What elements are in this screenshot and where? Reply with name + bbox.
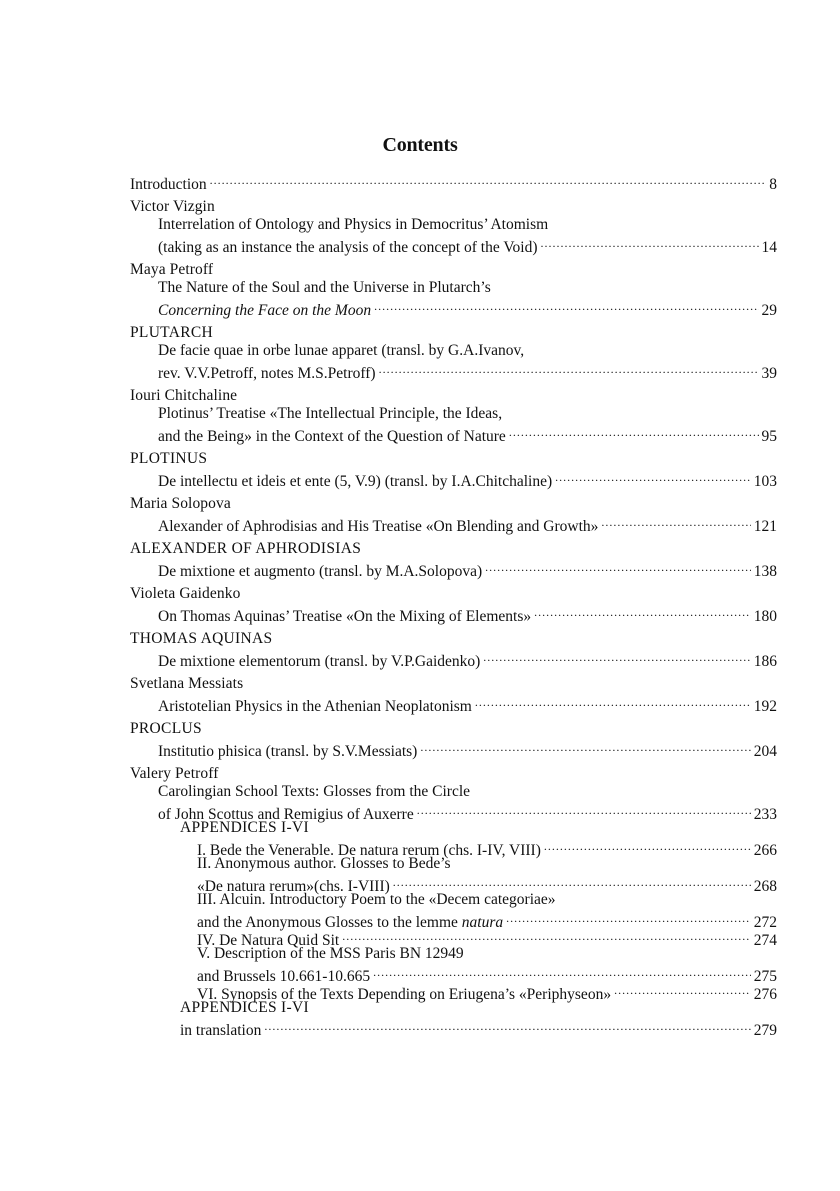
author-name: Iouri Chitchaline: [130, 387, 238, 404]
toc-entry-title: Institutio phisica (transl. by S.V.Messiats): [158, 743, 418, 760]
toc-entry-chitchaline[interactable]: [130, 423, 777, 445]
appendices-heading: APPENDICES I-VI: [180, 819, 309, 836]
toc-entry-italic-term: natura: [461, 914, 504, 931]
toc-entry-title: De intellectu et ideis et ente (5, V.9) (transl. by I.A.Chitchaline): [158, 473, 553, 490]
toc-entry-title: De mixtione et augmento (transl. by M.A.Solopova): [158, 563, 483, 580]
toc-entry-appendix-2[interactable]: [130, 873, 777, 895]
toc-entry-introduction[interactable]: [130, 171, 777, 193]
page-number: 268: [753, 878, 777, 895]
page-number: 180: [753, 608, 777, 625]
leader-dots: [601, 513, 750, 531]
leader-dots: [374, 297, 758, 315]
toc-entry-proclus[interactable]: [130, 738, 777, 760]
leader-dots: [379, 360, 759, 378]
author-name: PLOTINUS: [130, 450, 208, 467]
toc-entry-messiats[interactable]: [130, 693, 777, 715]
author-name: THOMAS AQUINAS: [130, 630, 273, 647]
author-name: PROCLUS: [130, 720, 202, 737]
leader-dots: [210, 171, 767, 189]
leader-dots: [417, 801, 751, 819]
toc-entry-title: Interrelation of Ontology and Physics in Democritus’ Atomism: [158, 216, 549, 233]
page-number: 275: [753, 968, 777, 985]
leader-dots: [373, 963, 751, 981]
toc-entry-title: in translation: [180, 1022, 262, 1039]
toc-entry-title-cont: Concerning the Face on the Moon: [158, 302, 372, 319]
leader-dots: [485, 558, 751, 576]
toc-entry-title: Introduction: [130, 176, 207, 193]
author-name: Svetlana Messiats: [130, 675, 244, 692]
author-name: Maria Solopova: [130, 495, 231, 512]
page-number: 29: [761, 302, 777, 319]
toc-entry-title: III. Alcuin. Introductory Poem to the «Decem categoriae»: [197, 891, 556, 908]
author-name: Valery Petroff: [130, 765, 219, 782]
toc-entry-title: The Nature of the Soul and the Universe in Plutarch’s: [158, 279, 491, 296]
toc-entry-title-cont: (taking as an instance the analysis of the concept of the Void): [158, 239, 538, 256]
leader-dots: [475, 693, 751, 711]
author-name: Maya Petroff: [130, 261, 214, 278]
toc-entry-title: Plotinus’ Treatise «The Intellectual Principle, the Ideas,: [158, 405, 503, 422]
toc-entry-title: Carolingian School Texts: Glosses from the Circle: [158, 783, 471, 800]
page-number: 121: [753, 518, 777, 535]
author-name: PLUTARCH: [130, 324, 213, 341]
toc-entry-alexander[interactable]: [130, 558, 777, 580]
toc-entry-title-cont: «De natura rerum»(chs. I-VIII): [197, 878, 390, 895]
toc-entry-title: Alexander of Aphrodisias and His Treatise «On Blending and Growth»: [158, 518, 599, 535]
toc-entry-gaidenko[interactable]: [130, 603, 777, 625]
author-name: Violeta Gaidenko: [130, 585, 241, 602]
toc-entry-petroff-maya[interactable]: [130, 297, 777, 319]
toc-entry-title-cont: rev. V.V.Petroff, notes M.S.Petroff): [158, 365, 376, 382]
page-number: 279: [753, 1022, 777, 1039]
leader-dots: [541, 234, 759, 252]
leader-dots: [420, 738, 750, 756]
toc-entry-title: Aristotelian Physics in the Athenian Neoplatonism: [158, 698, 472, 715]
toc-entry-title-cont: and Brussels 10.661-10.665: [197, 968, 371, 985]
toc-entry-petroff-valery[interactable]: [130, 801, 777, 823]
appendices-translation-heading: APPENDICES I-VI: [180, 999, 309, 1016]
author-name: ALEXANDER OF APHRODISIAS: [130, 540, 362, 557]
toc-entry-title: I. Bede the Venerable. De natura rerum (chs. I-IV, VIII): [197, 842, 541, 859]
toc-entry-title: V. Description of the MSS Paris BN 12949: [197, 945, 464, 962]
toc-entry-appendix-1[interactable]: [130, 837, 777, 859]
page-number: 276: [753, 986, 777, 1003]
page-number: 204: [753, 743, 777, 760]
toc-entry-title: De facie quae in orbe lunae apparet (transl. by G.A.Ivanov,: [158, 342, 525, 359]
leader-dots: [393, 873, 751, 891]
page-number: 266: [753, 842, 777, 859]
toc-entry-title-cont: of John Scottus and Remigius of Auxerre: [158, 806, 414, 823]
toc-entry-appendix-3[interactable]: [130, 909, 777, 931]
toc-entry-title: On Thomas Aquinas’ Treatise «On the Mixing of Elements»: [158, 608, 532, 625]
toc-entry-plotinus[interactable]: [130, 468, 777, 490]
toc-entry-title-text: and the Anonymous Glosses to the lemme: [197, 914, 458, 931]
leader-dots: [483, 648, 750, 666]
page-number: 186: [753, 653, 777, 670]
page-number: 192: [753, 698, 777, 715]
toc-entry-title: IV. De Natura Quid Sit: [197, 932, 340, 949]
leader-dots: [506, 909, 751, 927]
page-number: 103: [753, 473, 777, 490]
toc-entry-solopova[interactable]: [130, 513, 777, 535]
toc-entry-aquinas[interactable]: [130, 648, 777, 670]
author-name: Victor Vizgin: [130, 198, 215, 215]
page-number: 95: [761, 428, 777, 445]
toc-entry-appendices-translation[interactable]: [130, 1017, 777, 1039]
leader-dots: [544, 837, 751, 855]
page-number: 272: [753, 914, 777, 931]
toc-entry-appendix-5[interactable]: [130, 963, 777, 985]
page-number: 233: [753, 806, 777, 823]
toc-entry-title: De mixtione elementorum (transl. by V.P.Gaidenko): [158, 653, 481, 670]
table-of-contents: [130, 171, 777, 1039]
page-title: Contents: [382, 134, 458, 156]
page-number: 14: [761, 239, 777, 256]
leader-dots: [534, 603, 751, 621]
leader-dots: [614, 981, 751, 999]
toc-entry-title-cont: and the Being» in the Context of the Question of Nature: [158, 428, 506, 445]
toc-entry-vizgin[interactable]: [130, 234, 777, 256]
toc-entry-title: II. Anonymous author. Glosses to Bede’s: [197, 855, 451, 872]
leader-dots: [509, 423, 759, 441]
page-number: 274: [753, 932, 777, 949]
toc-entry-title: VI. Synopsis of the Texts Depending on Eriugena’s «Periphyseon»: [197, 986, 612, 1003]
leader-dots: [264, 1017, 750, 1035]
leader-dots: [555, 468, 751, 486]
toc-entry-plutarch[interactable]: [130, 360, 777, 382]
page-number: 39: [761, 365, 777, 382]
page-number: 138: [753, 563, 777, 580]
page-number: 8: [769, 176, 777, 193]
leader-dots: [342, 927, 751, 945]
